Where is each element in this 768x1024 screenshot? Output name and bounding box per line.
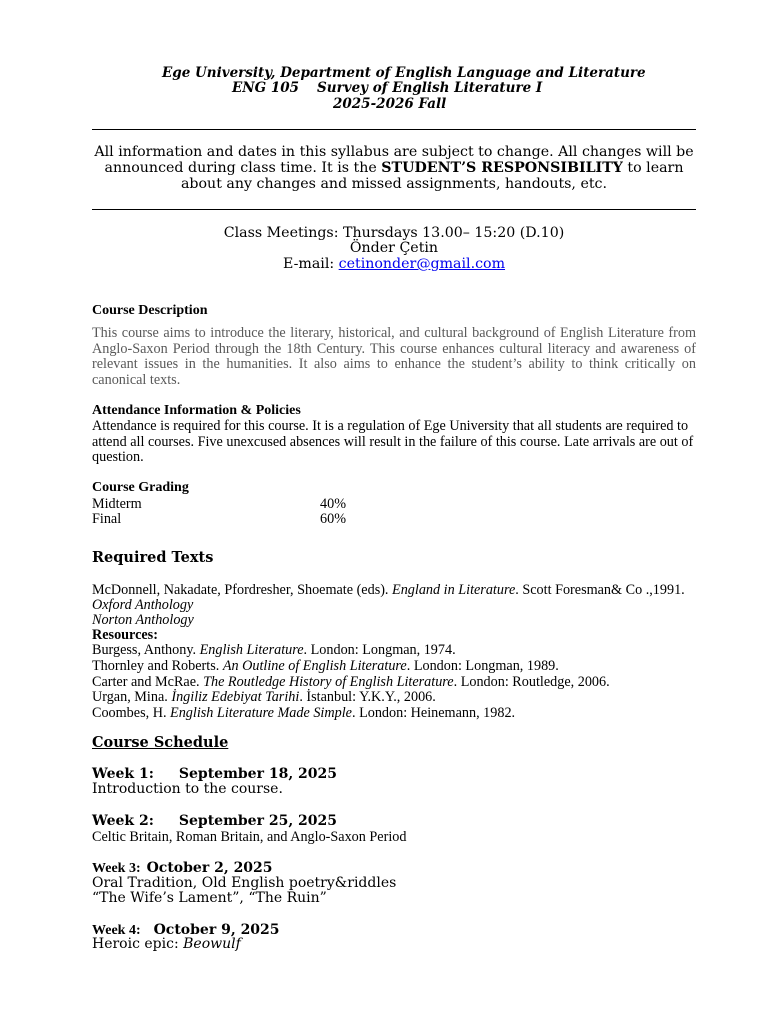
resource-item	[92, 642, 456, 659]
anthology-norton-title: Norton Anthology	[92, 612, 194, 628]
notice-emphasis: STUDENT’S RESPONSIBILITY	[381, 159, 623, 176]
email-line	[92, 256, 696, 272]
week-label: Week 4:	[92, 923, 141, 938]
course-code: ENG 105	[232, 80, 300, 96]
week-4-topic-prefix: Heroic epic:	[92, 936, 184, 952]
week-3-readings: “The Wife’s Lament”, “The Ruin”	[92, 890, 327, 906]
resource-item	[92, 689, 436, 706]
syllabus-notice	[92, 145, 696, 192]
week-date: September 25, 2025	[178, 813, 338, 829]
divider-top	[92, 129, 696, 130]
class-meetings: Class Meetings: Thursdays 13.00– 15:20 (D.10)	[223, 225, 565, 241]
university-department-heading: Ege University, Department of English Language and Literature	[162, 65, 646, 81]
resource-publisher: . London: Longman, 1974.	[303, 642, 456, 658]
week-4-topic-work: Beowulf	[183, 936, 241, 952]
grading-item-final: Final	[92, 511, 122, 527]
main-textbook-title: England in Literature	[392, 582, 516, 598]
resource-title: The Routledge History of English Literature	[203, 674, 454, 690]
resource-author: Carter and McRae.	[92, 674, 204, 690]
resource-author: Urgan, Mina.	[92, 689, 172, 705]
week-label: Week 3:	[92, 861, 141, 876]
grading-weight-midterm: 40%	[320, 496, 347, 512]
resource-author: Thornley and Roberts.	[92, 658, 223, 674]
week-date: October 2, 2025	[146, 860, 273, 876]
resources-label: Resources:	[92, 627, 158, 643]
week-date: October 9, 2025	[153, 922, 280, 938]
resource-title: An Outline of English Literature	[222, 658, 407, 674]
resource-author: Burgess, Anthony.	[92, 642, 200, 658]
week-1-topic: Introduction to the course.	[92, 781, 283, 797]
resource-publisher: . London: Longman, 1989.	[406, 658, 559, 674]
course-grading-title: Course Grading	[92, 480, 189, 495]
course-description-text: This course aims to introduce the literary, historical, and cultural background of English Literature from Anglo-Saxon Period through the 18th Century. This course enhances cultural literacy and awareness of relevant issues in the humanities. It also aims to enhance the student’s ability to think critically on canonical texts.	[92, 325, 696, 388]
resource-publisher: . London: Heinemann, 1982.	[351, 705, 516, 721]
course-heading	[232, 80, 542, 96]
resource-title: English Literature Made Simple	[170, 705, 352, 721]
attendance-title: Attendance Information & Policies	[92, 403, 301, 418]
course-description-title: Course Description	[92, 303, 208, 318]
week-2-heading	[92, 813, 337, 829]
course-title: Survey of English Literature I	[317, 80, 543, 96]
email-link[interactable]: cetinonder@gmail.com	[338, 256, 506, 272]
term-heading: 2025-2026 Fall	[333, 96, 447, 112]
week-2-topic: Celtic Britain, Roman Britain, and Anglo-Saxon Period	[92, 829, 407, 845]
week-label: Week 1:	[92, 766, 154, 782]
week-date: September 18, 2025	[178, 766, 338, 782]
course-schedule-title: Course Schedule	[92, 734, 229, 751]
resource-publisher: . London: Routledge, 2006.	[453, 674, 610, 690]
grading-weight-final: 60%	[320, 511, 347, 527]
main-textbook-authors: McDonnell, Nakadate, Pfordresher, Shoemate (eds).	[92, 582, 393, 598]
resource-title: İngiliz Edebiyat Tarihi	[171, 689, 300, 705]
email-label: E-mail:	[282, 256, 339, 272]
divider-bottom	[92, 209, 696, 210]
instructor-name: Önder Çetin	[349, 240, 439, 256]
grading-item-midterm: Midterm	[92, 496, 142, 512]
week-label: Week 2:	[92, 813, 154, 829]
required-texts-title: Required Texts	[92, 549, 214, 566]
notice-text-end: to learn about any changes and missed assignments, handouts, etc.	[180, 159, 684, 192]
attendance-text: Attendance is required for this course. It is a regulation of Ege University that all students are required to attend all courses. Five unexcused absences will result in the failure of this course. Late arrivals are out of question.	[92, 418, 694, 466]
week-1-heading	[92, 766, 337, 782]
resource-item	[92, 658, 559, 675]
resource-publisher: . İstanbul: Y.K.Y., 2006.	[299, 689, 436, 705]
week-4-topic	[92, 936, 241, 952]
resource-title: English Literature	[199, 642, 304, 658]
main-textbook-publisher: . Scott Foresman& Co .,1991.	[515, 582, 685, 598]
week-3-topic: Oral Tradition, Old English poetry&riddles	[92, 875, 397, 891]
anthology-oxford-title: Oxford Anthology	[92, 597, 194, 613]
notice-text-start: All information and dates in this syllabus are subject to change. All changes will be announced during class time. It is the	[94, 144, 694, 176]
resource-item	[92, 705, 515, 722]
resource-author: Coombes, H.	[92, 705, 171, 721]
